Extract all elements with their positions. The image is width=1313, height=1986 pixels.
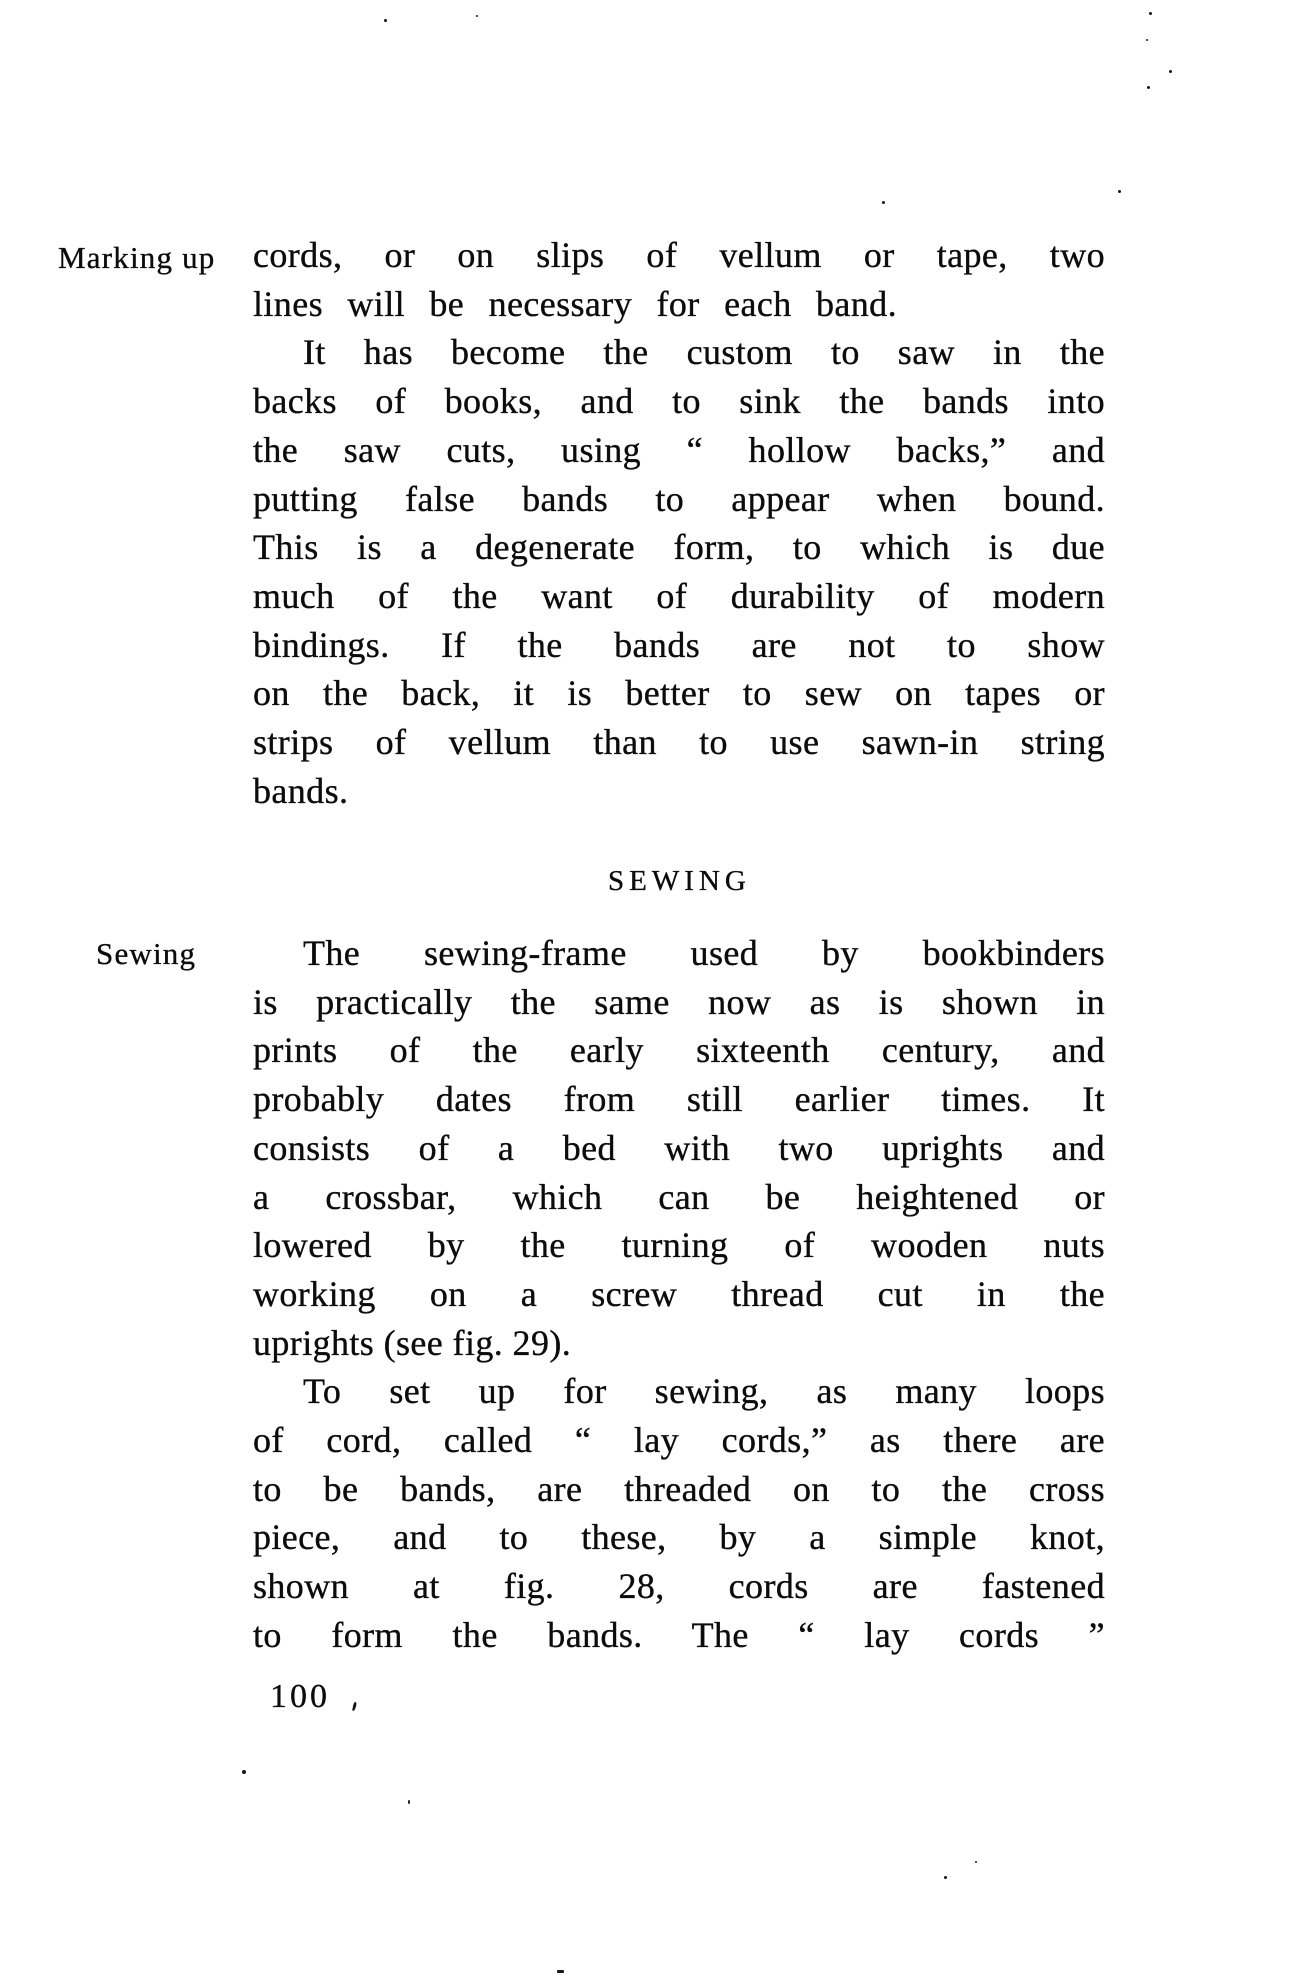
scan-speck bbox=[1149, 12, 1152, 15]
text-line: The sewing-frame used by bookbinders bbox=[303, 933, 1105, 973]
text-line: bands. bbox=[253, 770, 349, 811]
text-line: backs of books, and to sink the bands into bbox=[253, 381, 1105, 422]
text-line: to be bands, are threaded on to the cross bbox=[253, 1468, 1105, 1509]
text-line: It has become the custom to saw in the bbox=[303, 332, 1105, 373]
text-line: shown at fig. 28, cords are fastened bbox=[253, 1566, 1105, 1607]
scan-speck bbox=[975, 1861, 977, 1863]
scan-speck bbox=[1118, 190, 1121, 193]
scan-speck bbox=[944, 1876, 947, 1879]
scan-speck bbox=[408, 1800, 410, 1804]
text-line: To set up for sewing, as many loops bbox=[303, 1371, 1105, 1412]
text-line: to form the bands. The “ lay cords ” bbox=[253, 1614, 1105, 1655]
margin-note-marking-up: Marking up bbox=[58, 240, 216, 275]
section-heading: SEWING bbox=[608, 865, 751, 897]
text-line: piece, and to these, by a simple knot, bbox=[253, 1517, 1105, 1558]
text-line: working on a screw thread cut in the bbox=[253, 1273, 1105, 1314]
page-number: 100 bbox=[270, 1678, 330, 1715]
text-line: of cord, called “ lay cords,” as there are bbox=[253, 1420, 1105, 1461]
text-line: strips of vellum than to use sawn-in string bbox=[253, 722, 1105, 763]
text-line: lowered by the turning of wooden nuts bbox=[253, 1225, 1105, 1266]
paragraph-marking-up bbox=[253, 231, 1105, 815]
text-line: consists of a bed with two uprights and bbox=[253, 1127, 1105, 1168]
margin-note-sewing: Sewing bbox=[96, 936, 197, 971]
scan-speck bbox=[352, 1702, 357, 1711]
text-line: cords, or on slips of vellum or tape, two bbox=[253, 235, 1105, 275]
text-line: a crossbar, which can be heightened or bbox=[253, 1176, 1105, 1217]
paragraph-sewing bbox=[253, 929, 1105, 1660]
scan-speck bbox=[557, 1970, 564, 1973]
text-line: on the back, it is better to sew on tapes or bbox=[253, 673, 1105, 714]
scan-speck bbox=[1147, 86, 1150, 89]
text-line: prints of the early sixteenth century, and bbox=[253, 1030, 1105, 1071]
text-line: probably dates from still earlier times. It bbox=[253, 1079, 1105, 1120]
text-line: bindings. If the bands are not to show bbox=[253, 624, 1105, 665]
scan-speck bbox=[882, 201, 885, 204]
scan-speck bbox=[384, 19, 387, 22]
text-line: putting false bands to appear when bound. bbox=[253, 478, 1105, 519]
scan-speck bbox=[476, 15, 478, 17]
text-line: much of the want of durability of modern bbox=[253, 575, 1105, 616]
scan-speck bbox=[1169, 70, 1172, 73]
text-line: This is a degenerate form, to which is due bbox=[253, 527, 1105, 568]
text-line: uprights (see fig. 29). bbox=[253, 1322, 572, 1363]
text-line: is practically the same now as is shown in bbox=[253, 981, 1105, 1022]
scan-speck bbox=[1146, 39, 1148, 41]
text-line: lines will be necessary for each band. bbox=[253, 283, 897, 324]
text-line: the saw cuts, using “ hollow backs,” and bbox=[253, 429, 1105, 470]
scan-speck bbox=[242, 1770, 246, 1774]
